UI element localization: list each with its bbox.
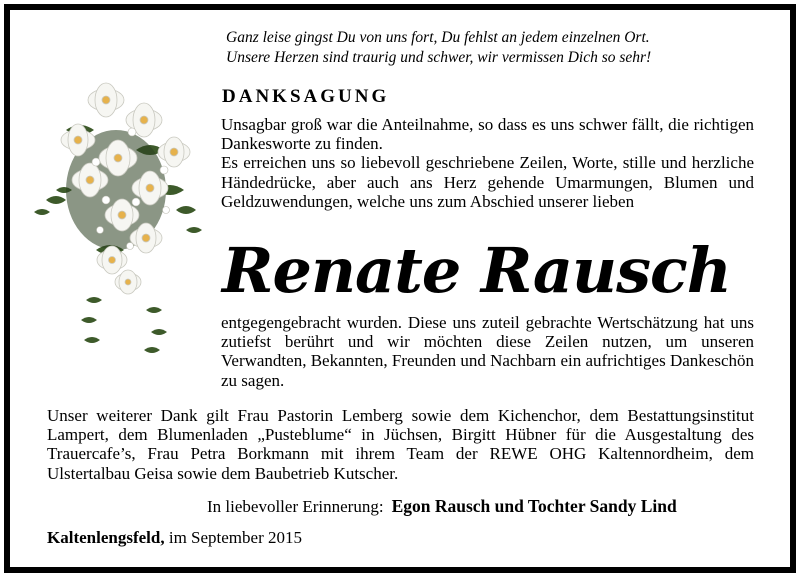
thanks-paragraph-3: Unser weiterer Dank gilt Frau Pastorin Lemberg sowie dem Kichenchor, dem Bestattungsinstitut Lampert, dem Blumenladen „Pusteblume“ in Jüchsen, Birgitt Hübner für die Ausgestaltung des Trauercafe’s, Frau Petra Borkmann mit ihrem Team der REWE OHG Kaltennordheim, dem Ulstertalbau Geisa sowie dem Baubetrieb Kutscher.	[47, 406, 754, 483]
thanks-paragraph-1	[221, 115, 754, 211]
place-name: Kaltenlengsfeld,	[47, 528, 165, 547]
memorial-poem	[226, 28, 716, 68]
heading-danksagung: DANKSAGUNG	[222, 86, 390, 107]
signature-line	[207, 496, 677, 517]
signature-names: Egon Rausch und Tochter Sandy Lind	[391, 496, 677, 516]
place-date-line	[47, 528, 302, 548]
date-text: im September 2015	[168, 528, 302, 547]
thanks-paragraph-1b: Es erreichen uns so liebevoll geschriebene Zeilen, Worte, stille und herzliche Händedrücke, aber auch ans Herz gehende Umarmungen, Blumen und Geldzuwendungen, welche uns zum Abschied unserer lieben	[221, 153, 754, 211]
thanks-paragraph-1a: Unsagbar groß war die Anteilnahme, so dass es uns schwer fällt, die richtigen Dankesworte zu finden.	[221, 115, 754, 154]
thanks-paragraph-2: entgegengebracht wurden. Diese uns zuteil gebrachte Wertschätzung hat uns zutiefst berührt und wir möchten diese Zeilen nutzen, um unseren Verwandten, Bekannten, Freunden und Nachbarn ein aufrichtiges Dankeschön zu sagen.	[221, 313, 754, 390]
flower-bouquet-image	[26, 70, 208, 370]
deceased-name: Renate Rausch	[222, 234, 731, 307]
poem-line-2: Unsere Herzen sind traurig und schwer, wir vermissen Dich so sehr!	[226, 49, 652, 66]
signature-intro: In liebevoller Erinnerung:	[207, 497, 384, 516]
poem-line-1: Ganz leise gingst Du von uns fort, Du fehlst an jedem einzelnen Ort.	[226, 29, 650, 46]
